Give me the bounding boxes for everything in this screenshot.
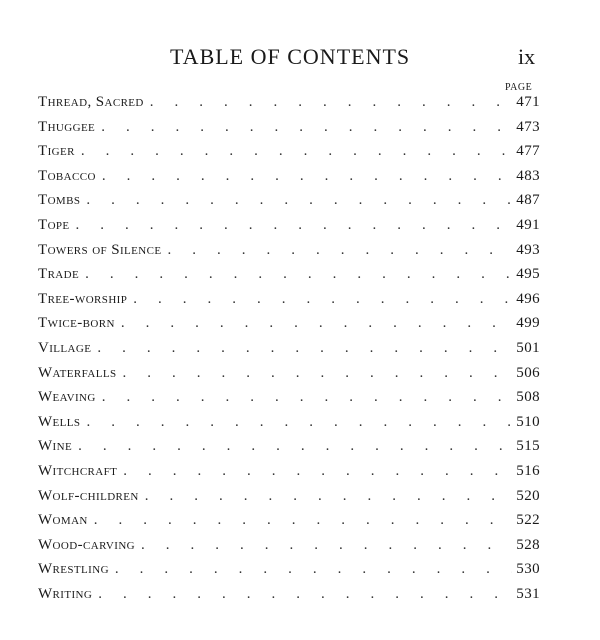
dot-leader [101,119,512,136]
toc-entry-title: Wine [38,438,73,455]
dot-leader [86,414,512,431]
toc-entry-title: Tobacco [38,167,96,184]
toc-entry[interactable] [38,365,540,390]
table-of-contents [38,94,540,610]
toc-entry-title: Writing [38,585,93,602]
toc-entry[interactable] [38,488,540,513]
toc-entry-page: 487 [516,192,540,209]
toc-entry-title: Tope [38,216,70,233]
toc-entry[interactable] [38,537,540,562]
toc-entry[interactable] [38,414,540,439]
dot-leader [86,192,512,209]
dot-leader [121,315,512,332]
dot-leader [102,389,512,406]
toc-entry-page: 506 [516,364,540,381]
toc-entry[interactable] [38,119,540,144]
toc-entry-page: 510 [516,413,540,430]
toc-entry-title: Wood-carving [38,536,136,553]
toc-entry[interactable] [38,192,540,217]
toc-entry-page: 508 [516,389,540,406]
toc-entry-title: Village [38,339,92,356]
dot-leader [150,94,512,111]
toc-entry-title: Witchcraft [38,462,118,479]
toc-entry-page: 531 [516,585,540,602]
toc-entry[interactable] [38,561,540,586]
toc-entry[interactable] [38,217,540,242]
toc-entry[interactable] [38,340,540,365]
toc-entry-page: 495 [516,266,540,283]
toc-entry-page: 471 [516,94,540,110]
dot-leader [98,586,512,603]
dot-leader [102,168,512,185]
toc-entry-page: 530 [516,561,540,578]
toc-entry-title: Waterfalls [38,364,117,381]
toc-entry-title: Wells [38,413,81,430]
toc-entry-page: 501 [516,339,540,356]
page-column-label: PAGE [505,82,533,93]
toc-entry[interactable] [38,512,540,537]
toc-entry-page: 491 [516,216,540,233]
toc-entry-title: Towers of Silence [38,241,162,258]
toc-entry-page: 477 [516,143,540,160]
toc-entry[interactable] [38,291,540,316]
toc-entry-title: Tombs [38,192,81,209]
toc-entry[interactable] [38,168,540,193]
toc-entry-title: Wolf-children [38,487,139,504]
toc-entry[interactable] [38,463,540,488]
toc-entry-title: Tree-worship [38,290,128,307]
toc-entry-page: 493 [516,241,540,258]
dot-leader [141,537,512,554]
dot-leader [94,512,512,529]
toc-entry-title: Woman [38,512,88,529]
dot-leader [76,217,512,234]
toc-entry[interactable] [38,242,540,267]
toc-entry[interactable] [38,143,540,168]
toc-entry[interactable] [38,315,540,340]
toc-entry-page: 496 [516,290,540,307]
dot-leader [145,488,512,505]
toc-entry[interactable] [38,586,540,611]
toc-entry-title: Thuggee [38,118,96,135]
toc-entry-page: 499 [516,315,540,332]
toc-entry-title: Trade [38,266,80,283]
dot-leader [167,242,512,259]
toc-entry[interactable] [38,389,540,414]
toc-entry-title: Twice-born [38,315,115,332]
toc-entry-page: 515 [516,438,540,455]
dot-leader [133,291,512,308]
dot-leader [122,365,512,382]
toc-entry-page: 522 [516,512,540,529]
page-title: TABLE OF CONTENTS [170,44,411,69]
toc-entry[interactable] [38,94,540,119]
dot-leader [123,463,512,480]
dot-leader [85,266,512,283]
toc-entry-page: 473 [516,118,540,135]
dot-leader [78,438,512,455]
dot-leader [81,143,512,160]
toc-entry-title: Tiger [38,143,75,160]
page-number: ix [518,44,536,69]
dot-leader [97,340,512,357]
toc-entry[interactable] [38,266,540,291]
toc-entry-page: 528 [516,536,540,553]
toc-entry-title: Weaving [38,389,96,406]
toc-entry-page: 520 [516,487,540,504]
toc-entry-page: 516 [516,462,540,479]
dot-leader [115,561,512,578]
toc-entry-title: Wrestling [38,561,109,578]
toc-entry[interactable] [38,438,540,463]
toc-entry-page: 483 [516,167,540,184]
toc-entry-title: Thread, Sacred [38,94,144,110]
